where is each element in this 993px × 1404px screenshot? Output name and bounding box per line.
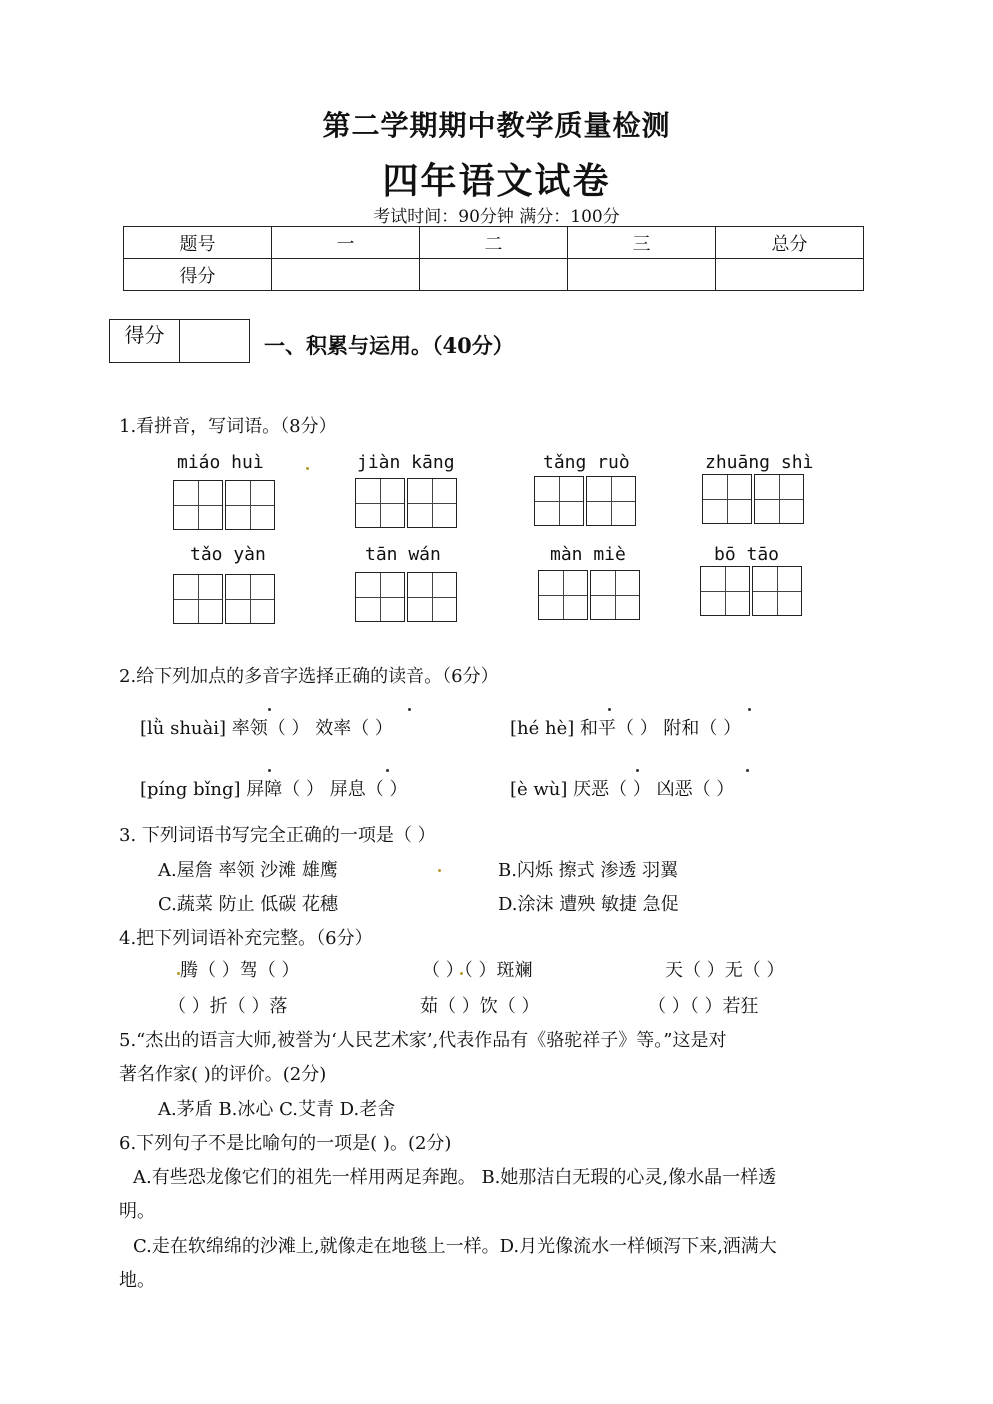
emphasis-dot <box>748 708 751 711</box>
question-2-line: [lǜ shuài] 率领（ ） 效率（ ） <box>140 718 393 739</box>
mark-dot <box>438 869 441 872</box>
score-table <box>123 226 864 291</box>
score-cell[interactable] <box>420 259 568 291</box>
emphasis-dot <box>636 769 639 772</box>
writing-grid[interactable] <box>534 476 636 526</box>
pinyin-label: zhuāng shì <box>705 452 814 473</box>
idiom-blank: （ ）（ ）斑斓 <box>422 960 533 981</box>
emphasis-dot <box>268 708 271 711</box>
pinyin-label: tǎo yàn <box>190 544 266 565</box>
exam-subtitle: 四年语文试卷 <box>382 160 611 202</box>
score-cell[interactable] <box>568 259 716 291</box>
emphasis-dot <box>608 708 611 711</box>
mark-dot <box>306 467 309 470</box>
writing-grid[interactable] <box>700 566 802 616</box>
option-c: C.蔬菜 防止 低碳 花穗 <box>158 894 339 915</box>
question-6-options-cont: 明。 <box>119 1201 155 1222</box>
idiom-blank: （ ）折（ ）落 <box>168 996 288 1017</box>
table-header-cell: 一 <box>272 227 420 259</box>
section-title: 一、积累与运用。（40分） <box>264 333 514 358</box>
writing-grid[interactable] <box>173 480 275 530</box>
question-5-prompt-cont: 著名作家( )的评价。(2分) <box>119 1064 327 1085</box>
pinyin-label: màn miè <box>550 544 626 565</box>
idiom-blank: （ ）（ ）若狂 <box>648 996 759 1017</box>
question-5-prompt: 5.“杰出的语言大师,被誉为‘人民艺术家’,代表作品有《骆驼祥子》等。”这是对 <box>119 1030 727 1051</box>
question-4-prompt: 4.把下列词语补充完整。（6分） <box>119 928 373 949</box>
table-header-cell: 二 <box>420 227 568 259</box>
question-3-prompt: 3. 下列词语书写完全正确的一项是（ ） <box>119 825 436 846</box>
exam-title: 第二学期期中教学质量检测 <box>322 109 671 142</box>
question-5-options: A.茅盾 B.冰心 C.艾青 D.老舍 <box>158 1099 396 1120</box>
question-6-prompt: 6.下列句子不是比喻句的一项是( )。(2分) <box>119 1133 452 1154</box>
section-score-box <box>109 319 250 363</box>
table-header-cell: 总分 <box>716 227 864 259</box>
pinyin-label: tǎng ruò <box>543 452 630 473</box>
idiom-blank: 天（ ）无（ ） <box>665 960 785 981</box>
writing-grid[interactable] <box>173 574 275 624</box>
pinyin-label: jiàn kāng <box>357 452 455 473</box>
writing-grid[interactable] <box>538 570 640 620</box>
writing-grid[interactable] <box>355 478 457 528</box>
idiom-blank: 腾（ ）驾（ ） <box>180 960 300 981</box>
question-2-line: [píng bǐng] 屏障（ ） 屏息（ ） <box>140 779 408 800</box>
option-a: A.屋詹 率领 沙滩 雄鹰 <box>158 860 338 881</box>
emphasis-dot <box>268 769 271 772</box>
question-1-prompt: 1.看拼音，写词语。（8分） <box>119 416 337 437</box>
score-cell[interactable] <box>716 259 864 291</box>
question-6-options: C.走在软绵绵的沙滩上,就像走在地毯上一样。D.月光像流水一样倾泻下来,洒满大 <box>133 1236 777 1257</box>
section-score-label: 得分 <box>110 320 180 362</box>
emphasis-dot <box>746 769 749 772</box>
option-d: D.涂沫 遭殃 敏捷 急促 <box>498 894 679 915</box>
question-2-prompt: 2.给下列加点的多音字选择正确的读音。（6分） <box>119 666 499 687</box>
question-2-line: [hé hè] 和平（ ） 附和（ ） <box>510 718 742 739</box>
table-row <box>124 259 864 291</box>
table-row <box>124 227 864 259</box>
exam-info: 考试时间：90分钟 满分：100分 <box>373 207 620 227</box>
idiom-blank: 茹（ ）饮（ ） <box>420 996 540 1017</box>
option-b: B.闪烁 擦式 渗透 羽翼 <box>498 860 679 881</box>
score-cell[interactable] <box>272 259 420 291</box>
writing-grid[interactable] <box>355 572 457 622</box>
emphasis-dot <box>408 708 411 711</box>
table-header-cell: 题号 <box>124 227 272 259</box>
writing-grid[interactable] <box>702 474 804 524</box>
pinyin-label: miáo huì <box>177 452 264 473</box>
question-6-options-cont: 地。 <box>119 1270 155 1291</box>
table-header-cell: 三 <box>568 227 716 259</box>
table-row-label: 得分 <box>124 259 272 291</box>
pinyin-label: bō tāo <box>714 544 780 565</box>
question-2-line: [è wù] 厌恶（ ） 凶恶（ ） <box>510 779 735 800</box>
question-6-options: A.有些恐龙像它们的祖先一样用两足奔跑。 B.她那洁白无瑕的心灵,像水晶一样透 <box>133 1167 777 1188</box>
pinyin-label: tān wán <box>365 544 441 565</box>
emphasis-dot <box>386 769 389 772</box>
